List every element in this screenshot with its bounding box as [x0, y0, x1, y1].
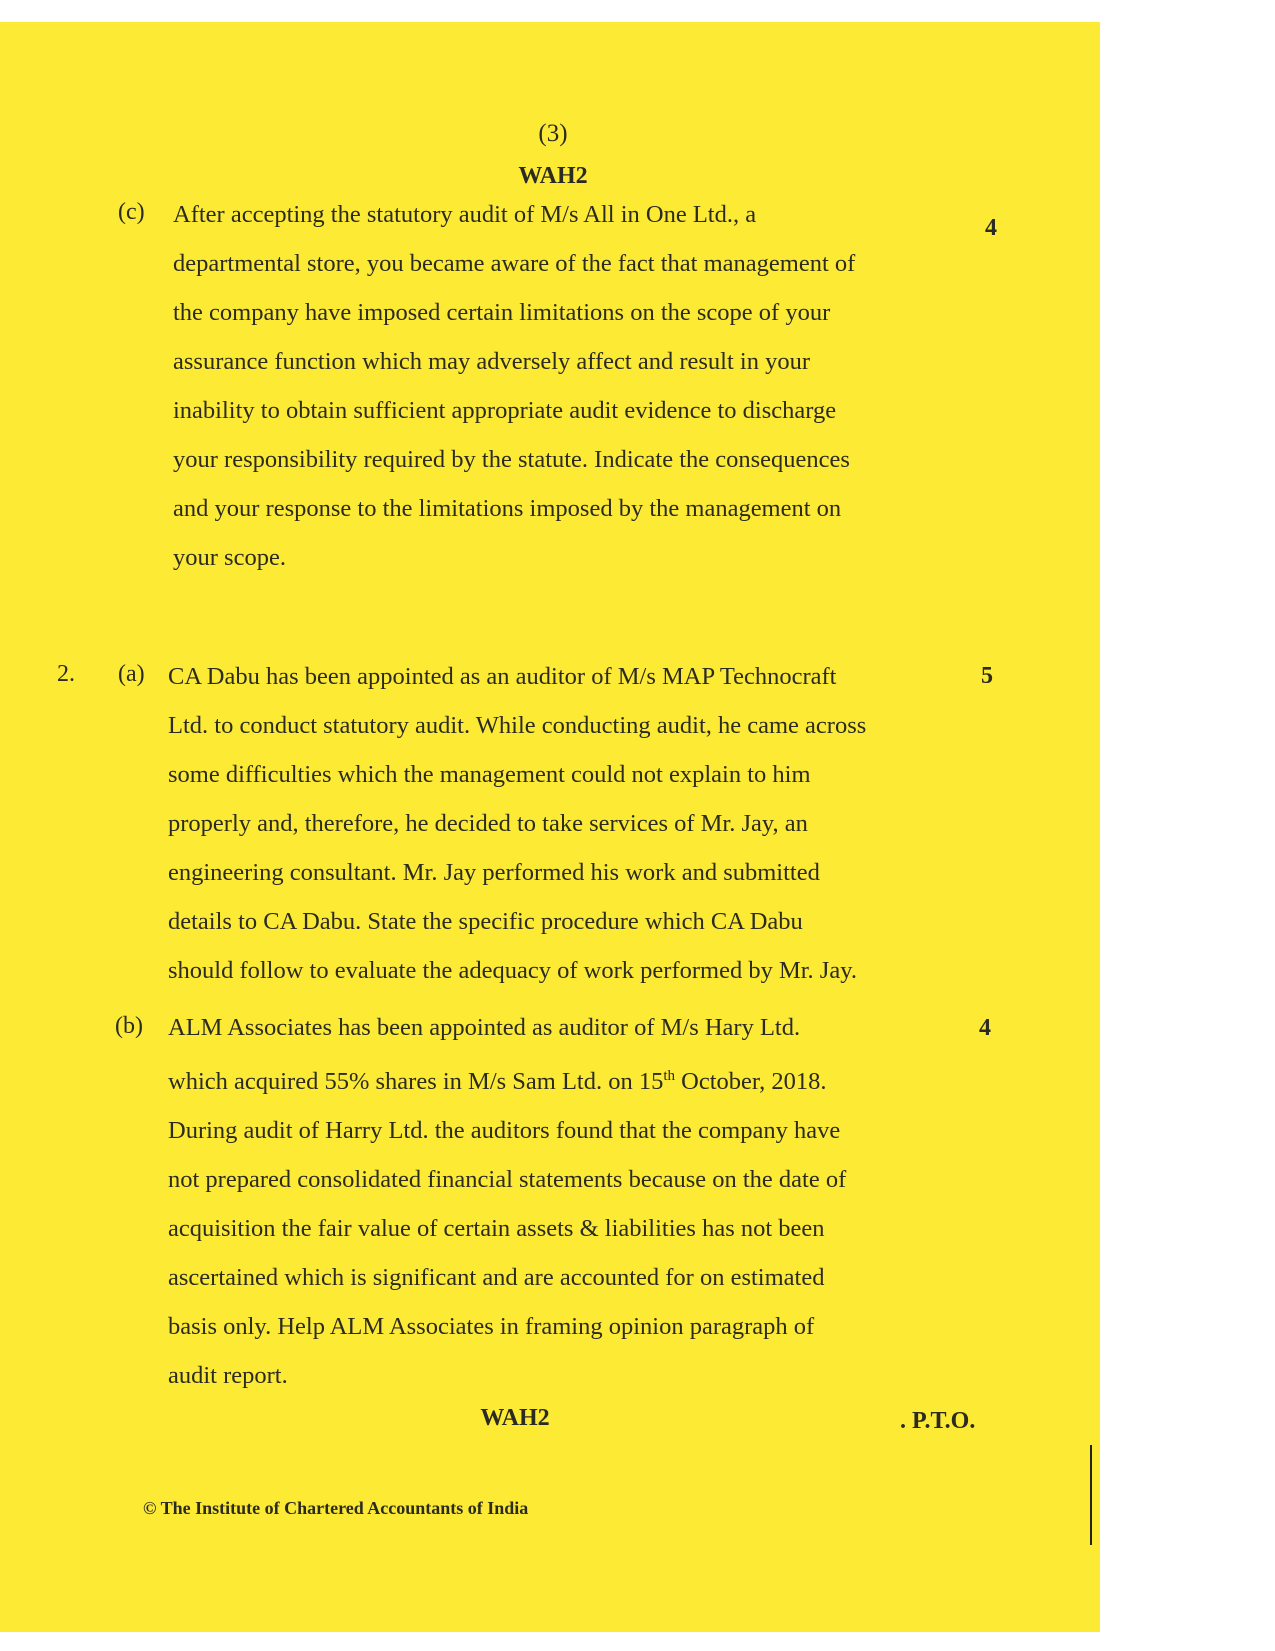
text-line: engineering consultant. Mr. Jay performed his work and submitted: [168, 859, 820, 886]
text-line: and your response to the limitations imposed by the management on: [173, 495, 842, 522]
text-line: details to CA Dabu. State the specific procedure which CA Dabu: [168, 908, 803, 935]
question-marks: 4: [985, 215, 997, 241]
paper-code-footer: WAH2: [480, 1405, 550, 1431]
question-1c-text: [173, 190, 907, 582]
text-line-with-date: [168, 1052, 903, 1106]
text-line: your responsibility required by the statute. Indicate the consequences: [173, 446, 850, 473]
question-marks: 4: [979, 1015, 991, 1041]
text-line: basis only. Help ALM Associates in framing opinion paragraph of: [168, 1313, 815, 1341]
text-line: inability to obtain sufficient appropriate audit evidence to discharge: [173, 397, 837, 424]
question-part-label: (c): [118, 199, 145, 225]
copyright-notice: © The Institute of Chartered Accountants of India: [143, 1498, 529, 1518]
text-line: audit report.: [168, 1362, 288, 1390]
question-number: 2.: [57, 661, 75, 687]
text-line: some difficulties which the management could not explain to him: [168, 761, 811, 788]
question-part-label: (a): [118, 661, 145, 687]
text-line: not prepared consolidated financial statements because on the date of: [168, 1166, 847, 1194]
question-part-label: (b): [115, 1013, 143, 1039]
text-line: acquisition the fair value of certain assets & liabilities has not been: [168, 1215, 825, 1243]
pto-marker: . P.T.O.: [900, 1408, 976, 1434]
question-2b-text: [168, 1003, 903, 1400]
page-number: (3): [538, 120, 568, 147]
text-line: ALM Associates has been appointed as auditor of M/s Hary Ltd.: [168, 1014, 801, 1041]
text-line: After accepting the statutory audit of M/s All in One Ltd., a: [173, 201, 757, 228]
text-line: Ltd. to conduct statutory audit. While conducting audit, he came across: [168, 712, 867, 739]
text-line: the company have imposed certain limitations on the scope of your: [173, 299, 831, 326]
text-line: your scope.: [173, 544, 286, 571]
text-line: should follow to evaluate the adequacy of work performed by Mr. Jay.: [168, 957, 857, 984]
text-line: assurance function which may adversely affect and result in your: [173, 348, 810, 375]
question-marks: 5: [981, 663, 993, 689]
text-line: departmental store, you became aware of the fact that management of: [173, 250, 856, 277]
text-line: properly and, therefore, he decided to take services of Mr. Jay, an: [168, 810, 808, 837]
scan-edge-line: [1090, 1445, 1092, 1545]
text-line: CA Dabu has been appointed as an auditor of M/s MAP Technocraft: [168, 663, 837, 690]
paper-code-header: WAH2: [518, 163, 588, 189]
text-line: ascertained which is significant and are accounted for on estimated: [168, 1264, 825, 1292]
text-line: During audit of Harry Ltd. the auditors found that the company have: [168, 1117, 841, 1145]
text-line-start: which acquired 55% shares in M/s Sam Ltd. on 15: [168, 1068, 664, 1096]
date-suffix: th: [663, 1068, 676, 1084]
question-2a-text: [168, 652, 903, 995]
date-rest: October, 2018.: [675, 1068, 827, 1096]
